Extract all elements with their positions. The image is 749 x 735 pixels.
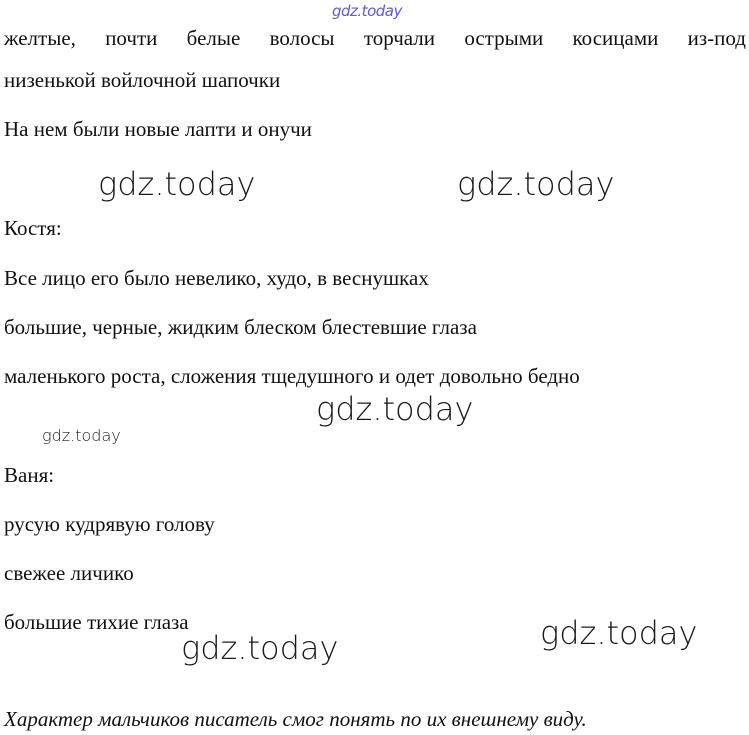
conclusion-text: Характер мальчиков писатель смог понять по их внешнему виду. xyxy=(4,707,587,731)
text-line: большие, черные, жидким блеском блестевшие глаза xyxy=(4,315,477,339)
watermark: gdz.today xyxy=(316,390,474,428)
watermark-top: gdz.today xyxy=(332,2,402,20)
watermark: gdz.today xyxy=(98,165,256,203)
text-line: низенькой войлочной шапочки xyxy=(4,68,281,92)
text-line: большие тихие глаза xyxy=(4,610,189,634)
section-heading-kostya: Костя: xyxy=(4,216,62,240)
text-line: маленького роста, сложения тщедушного и одет довольно бедно xyxy=(4,364,580,388)
text-line: русую кудрявую голову xyxy=(4,512,215,536)
section-heading-vanya: Ваня: xyxy=(4,463,55,487)
watermark: gdz.today xyxy=(457,165,615,203)
text-line: желтые, почти белые волосы торчали острыми косицами из-под xyxy=(4,26,746,50)
text-line: Все лицо его было невелико, худо, в веснушках xyxy=(4,266,429,290)
text-line: На нем были новые лапти и онучи xyxy=(4,117,312,141)
watermark: gdz.today xyxy=(181,629,339,667)
text-line: свежее личико xyxy=(4,561,134,585)
watermark-small: gdz.today xyxy=(42,426,121,445)
watermark: gdz.today xyxy=(540,614,698,652)
